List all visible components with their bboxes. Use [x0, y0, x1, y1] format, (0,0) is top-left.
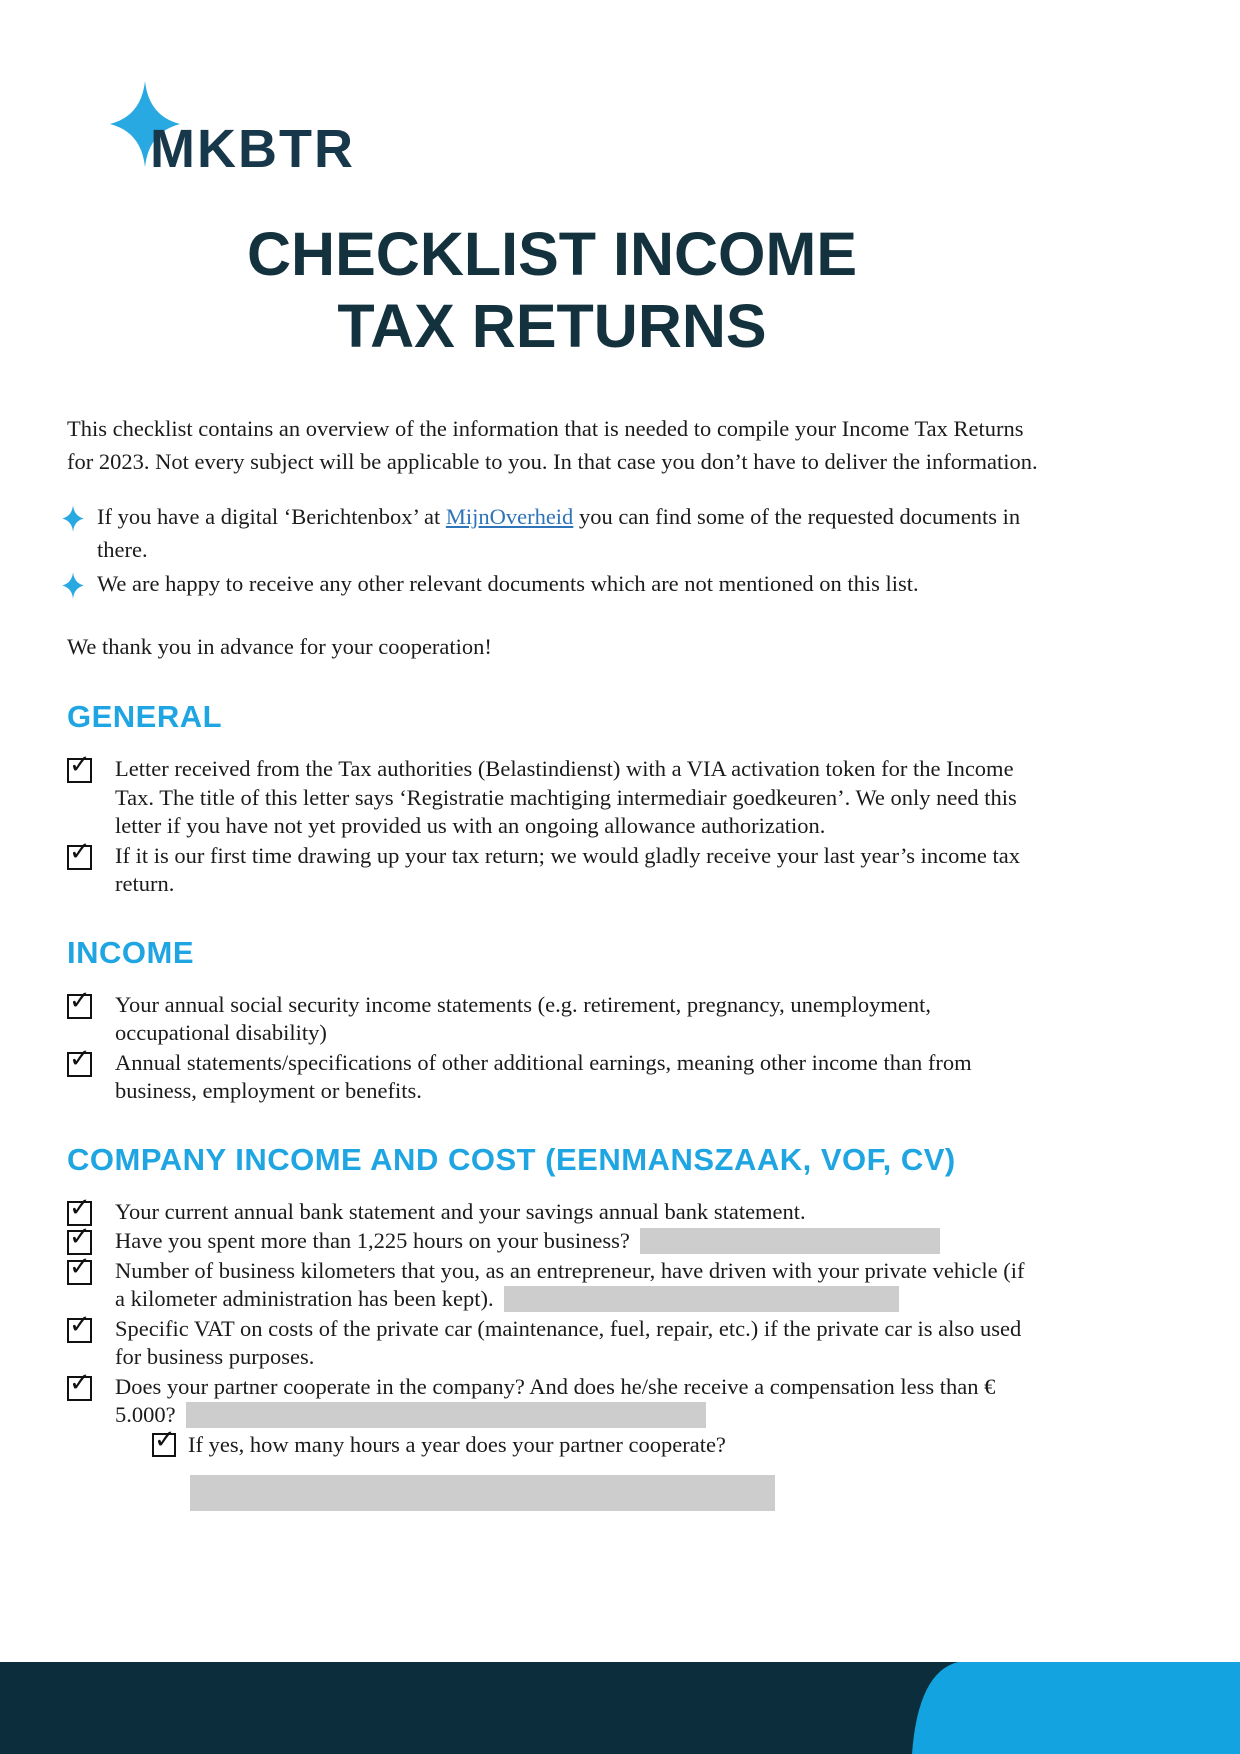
- check-icon: ✓: [69, 1309, 91, 1340]
- mijnoverheid-link[interactable]: MijnOverheid: [445, 504, 574, 529]
- note-text: [97, 500, 1027, 566]
- section: [67, 1142, 1039, 1512]
- checklist-item: [67, 1192, 1039, 1227]
- section-heading: GENERAL: [67, 699, 223, 734]
- check-icon: ✓: [69, 1043, 91, 1074]
- check-icon: ✓: [69, 750, 91, 780]
- checklist-item: [67, 750, 1039, 841]
- item-body: [115, 1227, 1037, 1256]
- checkbox[interactable]: [67, 1309, 92, 1343]
- footer-accent-shape: [910, 1662, 1240, 1754]
- page-title: [67, 218, 1037, 362]
- content-column: [67, 412, 1039, 1512]
- item-body: [115, 991, 1037, 1048]
- section: [67, 935, 1039, 1106]
- checkbox[interactable]: [67, 985, 92, 1019]
- checkbox[interactable]: [67, 1043, 92, 1077]
- brand-name: MKBTR: [150, 119, 355, 179]
- check-icon: ✓: [154, 1424, 176, 1455]
- item-text: Your annual social security income statements (e.g. retirement, pregnancy, unemployment, occupational disability): [115, 991, 932, 1045]
- section-heading: COMPANY INCOME AND COST (EENMANSZAAK, VOF, CV): [67, 1141, 956, 1177]
- sub-item: [152, 1424, 1037, 1460]
- item-text: Specific VAT on costs of the private car (maintenance, fuel, repair, etc.) if the private car is also used for business purposes.: [115, 1315, 1022, 1369]
- answer-field[interactable]: [190, 1475, 775, 1511]
- sparkle-bullet-icon: [61, 572, 85, 599]
- section: [67, 699, 1039, 899]
- item-text: Your current annual bank statement and your savings annual bank statement.: [115, 1198, 806, 1224]
- check-icon: ✓: [69, 1367, 91, 1398]
- sparkle-bullet-icon: [61, 505, 85, 532]
- item-body: [115, 755, 1037, 841]
- checklist-item: [67, 985, 1039, 1048]
- check-icon: ✓: [69, 1192, 91, 1223]
- checklist-item: [67, 1309, 1039, 1372]
- item-text: If it is our first time drawing up your tax return; we would gladly receive your last year’s income tax return.: [115, 842, 1020, 896]
- item-text: Annual statements/specifications of other additional earnings, meaning other income than from business, employment or benefits.: [115, 1049, 972, 1103]
- checkbox[interactable]: [152, 1424, 176, 1457]
- answer-field[interactable]: [504, 1286, 899, 1312]
- checklist-item: [67, 1251, 1039, 1314]
- item-text: Number of business kilometers that you, as an entrepreneur, have driven with your private vehicle (if a kilometer administration has been kept).: [115, 1257, 1025, 1311]
- item-text: Letter received from the Tax authorities (Belastindienst) with a VIA activation token for the Income Tax. The title of this letter says ‘Registratie machtiging intermediair goedkeuren’. We only need this letter if you have not yet provided us with an ongoing allowance authorization.: [115, 756, 1017, 838]
- note-text: [97, 567, 1027, 600]
- thanks-line: We thank you in advance for your cooperation!: [67, 634, 492, 659]
- check-icon: ✓: [69, 1251, 91, 1282]
- answer-field[interactable]: [186, 1402, 706, 1428]
- footer-band: [0, 1662, 1240, 1754]
- check-icon: ✓: [69, 836, 91, 867]
- note-text-after: you can find some of the requested documents in there.: [97, 504, 1021, 562]
- item-text: Have you spent more than 1,225 hours on your business?: [115, 1228, 630, 1253]
- note-text-before: We are happy to receive any other relevant documents which are not mentioned on this list.: [97, 571, 919, 596]
- answer-field[interactable]: [640, 1228, 940, 1254]
- item-body: [115, 1049, 1037, 1106]
- checklist-item: [67, 1043, 1039, 1106]
- checkbox[interactable]: [67, 1367, 92, 1401]
- item-body: [115, 1257, 1037, 1314]
- notes-list: [67, 500, 1039, 600]
- section-heading: INCOME: [67, 934, 194, 970]
- checkbox[interactable]: [67, 750, 92, 783]
- check-icon: ✓: [69, 985, 91, 1016]
- page-title-line2: TAX RETURNS: [337, 292, 767, 360]
- checklist-item: [67, 1367, 1039, 1512]
- sub-item-text: If yes, how many hours a year does your partner cooperate?: [188, 1431, 726, 1457]
- item-body: [115, 1373, 1037, 1512]
- note-item: [67, 500, 1039, 566]
- sections-container: [67, 699, 1039, 1511]
- item-body: [115, 842, 1037, 899]
- note-text-before: If you have a digital ‘Berichtenbox’ at: [97, 504, 446, 529]
- brand-logo: [106, 78, 426, 188]
- item-body: [115, 1315, 1037, 1372]
- page-title-line1: CHECKLIST INCOME: [247, 220, 857, 288]
- intro-paragraph: This checklist contains an overview of the information that is needed to compile your Income Tax Returns for 2023. Not every subject will be applicable to you. In that case you don’t have to deliver the information.: [67, 416, 1038, 474]
- item-text: Does your partner cooperate in the company? And does he/she receive a compensation less than € 5.000?: [115, 1373, 996, 1427]
- checkbox[interactable]: [67, 836, 92, 870]
- note-item: [67, 567, 1039, 600]
- checkbox[interactable]: [67, 1251, 92, 1285]
- item-body: [115, 1198, 1037, 1227]
- checklist-item: [67, 836, 1039, 899]
- checklist-item: [67, 1222, 1039, 1256]
- check-icon: ✓: [69, 1222, 91, 1252]
